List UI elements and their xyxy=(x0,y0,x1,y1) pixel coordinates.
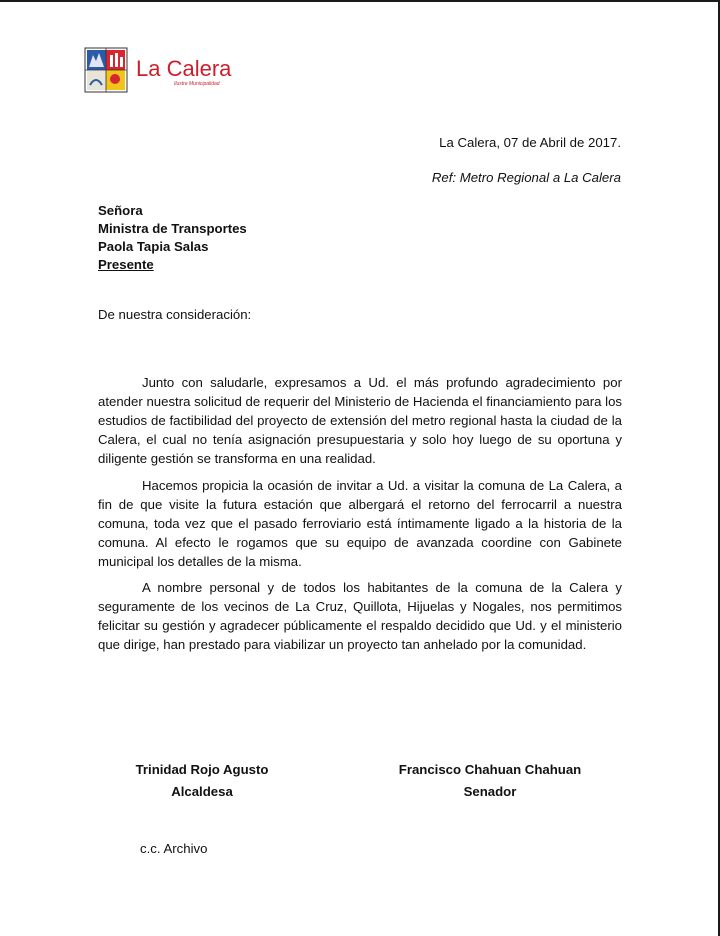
recipient-presente: Presente xyxy=(98,257,154,272)
municipal-crest-icon xyxy=(84,47,128,93)
signature-block-left xyxy=(132,759,272,803)
signature-block-right xyxy=(392,759,588,803)
signatory-title: Alcaldesa xyxy=(171,784,233,799)
body-paragraph: Junto con saludarle, expresamos a Ud. el más profundo agradecimiento por atender nuestra solicitud de requerir del Ministerio de Hacienda el financiamiento para los estudios de factibilidad del proyecto de extensión del metro regional hasta la ciudad de la Calera, el cual no tenía asignación presupuestaria y solo hoy luego de su oportuna y diligente gestión se transforma en una realidad. xyxy=(98,375,622,466)
body-paragraph-3-container xyxy=(98,578,622,654)
signatory-name: Francisco Chahuan Chahuan xyxy=(398,762,582,777)
letter-reference: Ref: Metro Regional a La Calera xyxy=(431,170,621,185)
body-paragraph-2-container xyxy=(98,476,622,571)
logo-name: La Calera xyxy=(136,56,232,81)
recipient-salutation: Señora xyxy=(98,203,143,218)
body-paragraph: A nombre personal y de todos los habitantes de la comuna de la Calera y seguramente de los vecinos de La Cruz, Quillota, Hijuelas y Nogales, nos permitimos felicitar su gestión y agradecer públicamente el respaldo decidido que Ud. y el ministerio que dirige, han prestado para viabilizar un proyecto tan anhelado por la comunidad. xyxy=(98,580,622,652)
signatory-name: Trinidad Rojo Agusto xyxy=(135,762,269,777)
page-border-top xyxy=(0,0,720,2)
recipient-position: Ministra de Transportes xyxy=(98,221,247,236)
recipient-block xyxy=(98,202,247,274)
logo-tagline: Ilustre Municipalidad xyxy=(174,81,220,87)
body-paragraph-1-container xyxy=(98,373,622,468)
letter-greeting: De nuestra consideración: xyxy=(98,307,252,322)
municipal-logo xyxy=(84,47,254,95)
carbon-copy: c.c. Archivo xyxy=(140,841,208,856)
recipient-name: Paola Tapia Salas xyxy=(98,239,209,254)
body-paragraph: Hacemos propicia la ocasión de invitar a Ud. a visitar la comuna de La Calera, a fin de que visite la futura estación que albergará el retorno del ferrocarril a nuestra comuna, toda vez que el pasado ferroviario está íntimamente ligado a la historia de la comuna. Al efecto le rogamos que su equipo de avanzada coordine con Gabinete municipal los detalles de la misma. xyxy=(98,478,622,569)
signatory-title: Senador xyxy=(463,784,517,799)
letter-date: La Calera, 07 de Abril de 2017. xyxy=(439,135,621,150)
